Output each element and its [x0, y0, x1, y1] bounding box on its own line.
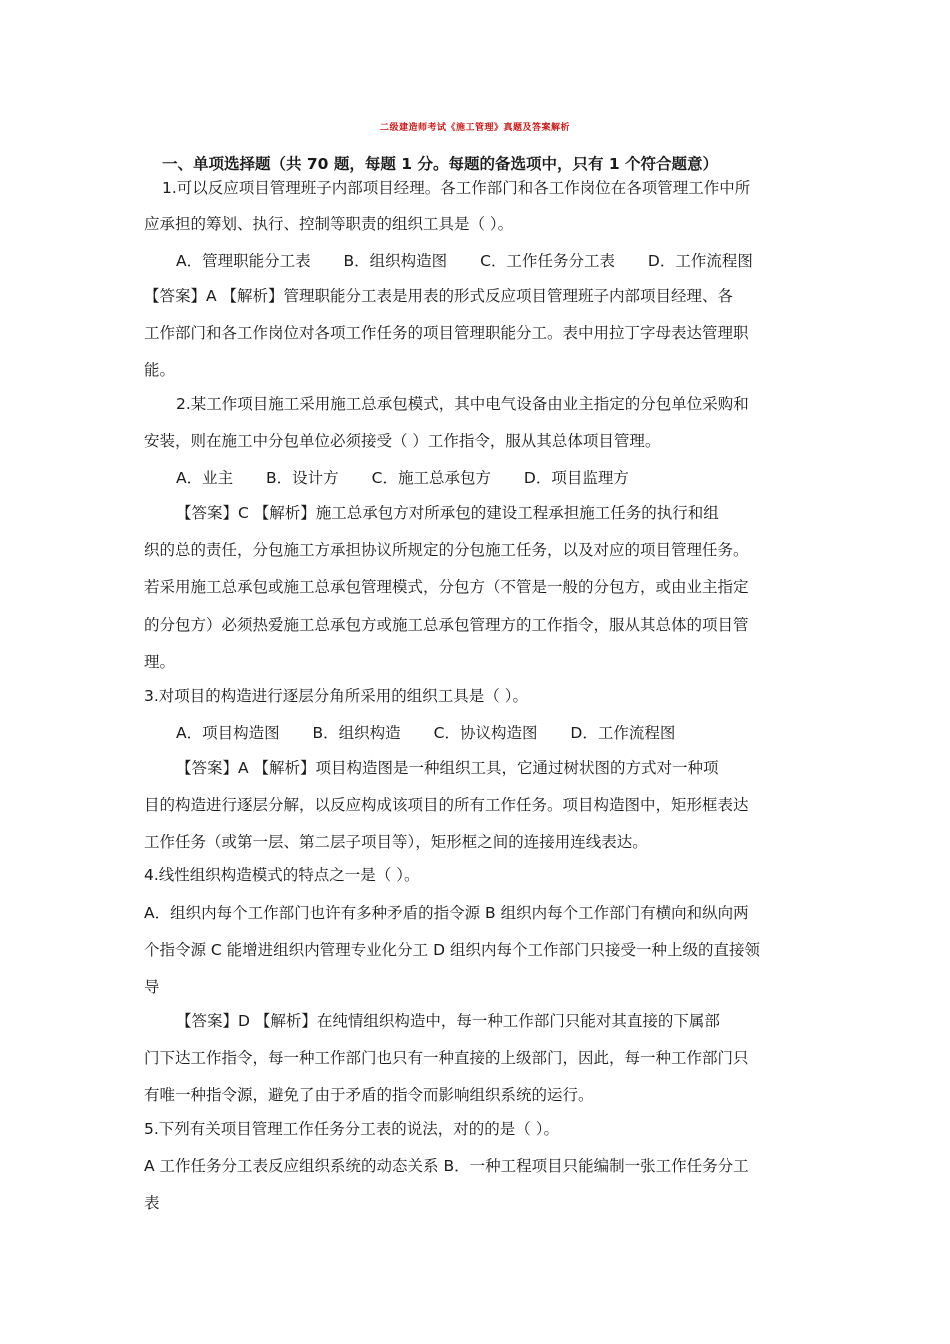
option-b: B．设计方: [266, 469, 339, 487]
document-title: 二级建造师考试《施工管理》真题及答案解析: [379, 123, 570, 133]
answer-3-line-2: 目的构造进行逐层分解，以反应构成该项目的所有工作任务。项目构造图中，矩形框表达: [144, 796, 749, 814]
option-a: A．管理职能分工表: [176, 252, 311, 270]
option-c: C．施工总承包方: [371, 469, 491, 487]
answer-3-line-1: 【答案】A 【解析】项目构造图是一种组织工具，它通过树状图的方式对一种项: [176, 759, 719, 777]
answer-3-line-3: 工作任务（或第一层、第二层子项目等），矩形框之间的连接用连线表达。: [144, 833, 648, 851]
question-5-line-1: 5.下列有关项目管理工作任务分工表的说法，对的的是（ ）。: [144, 1120, 559, 1138]
option-a: A．业主: [176, 469, 234, 487]
option-c: C．协议构造图: [433, 724, 538, 742]
question-2-line-1: 2.某工作项目施工采用施工总承包模式，其中电气设备由业主指定的分包单位采购和: [176, 395, 749, 413]
answer-1-line-2: 工作部门和各工作岗位对各项工作任务的项目管理职能分工。表中用拉丁字母表达管理职: [144, 324, 749, 342]
question-3-line-1: 3.对项目的构造进行逐层分角所采用的组织工具是（ ）。: [144, 687, 528, 705]
answer-2-line-1: 【答案】C 【解析】施工总承包方对所承包的建设工程承担施工任务的执行和组: [176, 504, 719, 522]
question-4-options-line-3: 导: [144, 978, 160, 996]
answer-1-line-3: 能。: [144, 361, 176, 379]
option-b: B．组织构造图: [343, 252, 448, 270]
answer-2-line-2: 织的总的责任，分包施工方承担协议所规定的分包施工任务，以及对应的项目管理任务。: [144, 541, 749, 559]
question-4-options-line-1: A．组织内每个工作部门也许有多种矛盾的指令源 B 组织内每个工作部门有横向和纵向两: [144, 904, 749, 922]
question-4-line-1: 4.线性组织构造模式的特点之一是（ ）。: [144, 866, 420, 884]
section-heading: 一、单项选择题（共 70 题，每题 1 分。每题的备选项中，只有 1 个符合题意）: [162, 155, 719, 173]
question-5-options-line-1: A 工作任务分工表反应组织系统的动态关系 B．一种工程项目只能编制一张工作任务分工: [144, 1157, 749, 1175]
answer-2-line-4: 的分包方）必须热爱施工总承包方或施工总承包管理方的工作指令，服从其总体的项目管: [144, 616, 749, 634]
answer-4-line-2: 门下达工作指令，每一种工作部门也只有一种直接的上级部门，因此，每一种工作部门只: [144, 1049, 749, 1067]
question-1-line-2: 应承担的筹划、执行、控制等职责的组织工具是（ ）。: [144, 215, 514, 233]
option-d: D．项目监理方: [523, 469, 629, 487]
answer-1-line-1: 【答案】A 【解析】管理职能分工表是用表的形式反应项目管理班子内部项目经理、各: [144, 287, 734, 305]
answer-4-line-1: 【答案】D 【解析】在纯情组织构造中，每一种工作部门只能对其直接的下属部: [176, 1012, 720, 1030]
answer-2-line-3: 若采用施工总承包或施工总承包管理模式，分包方（不管是一般的分包方，或由业主指定: [144, 578, 749, 596]
question-3-options: [176, 723, 703, 743]
option-d: D．工作流程图: [570, 724, 676, 742]
question-2-line-2: 安装，则在施工中分包单位必须接受（ ）工作指令，服从其总体项目管理。: [144, 432, 661, 450]
question-1-line-1: 1.可以反应项目管理班子内部项目经理。各工作部门和各工作岗位在各项管理工作中所: [162, 179, 751, 197]
question-2-options: [176, 468, 657, 488]
option-c: C．工作任务分工表: [480, 252, 615, 270]
answer-2-line-5: 理。: [144, 653, 176, 671]
answer-4-line-3: 有唯一种指令源，避免了由于矛盾的指令而影响组织系统的运行。: [144, 1086, 594, 1104]
question-5-options-line-2: 表: [144, 1194, 160, 1212]
option-d: D．工作流程图: [647, 252, 753, 270]
question-1-options: [176, 251, 781, 271]
option-a: A．项目构造图: [176, 724, 280, 742]
option-b: B．组织构造: [312, 724, 401, 742]
question-4-options-line-2: 个指令源 C 能增进组织内管理专业化分工 D 组织内每个工作部门只接受一种上级的直接领: [144, 941, 760, 959]
